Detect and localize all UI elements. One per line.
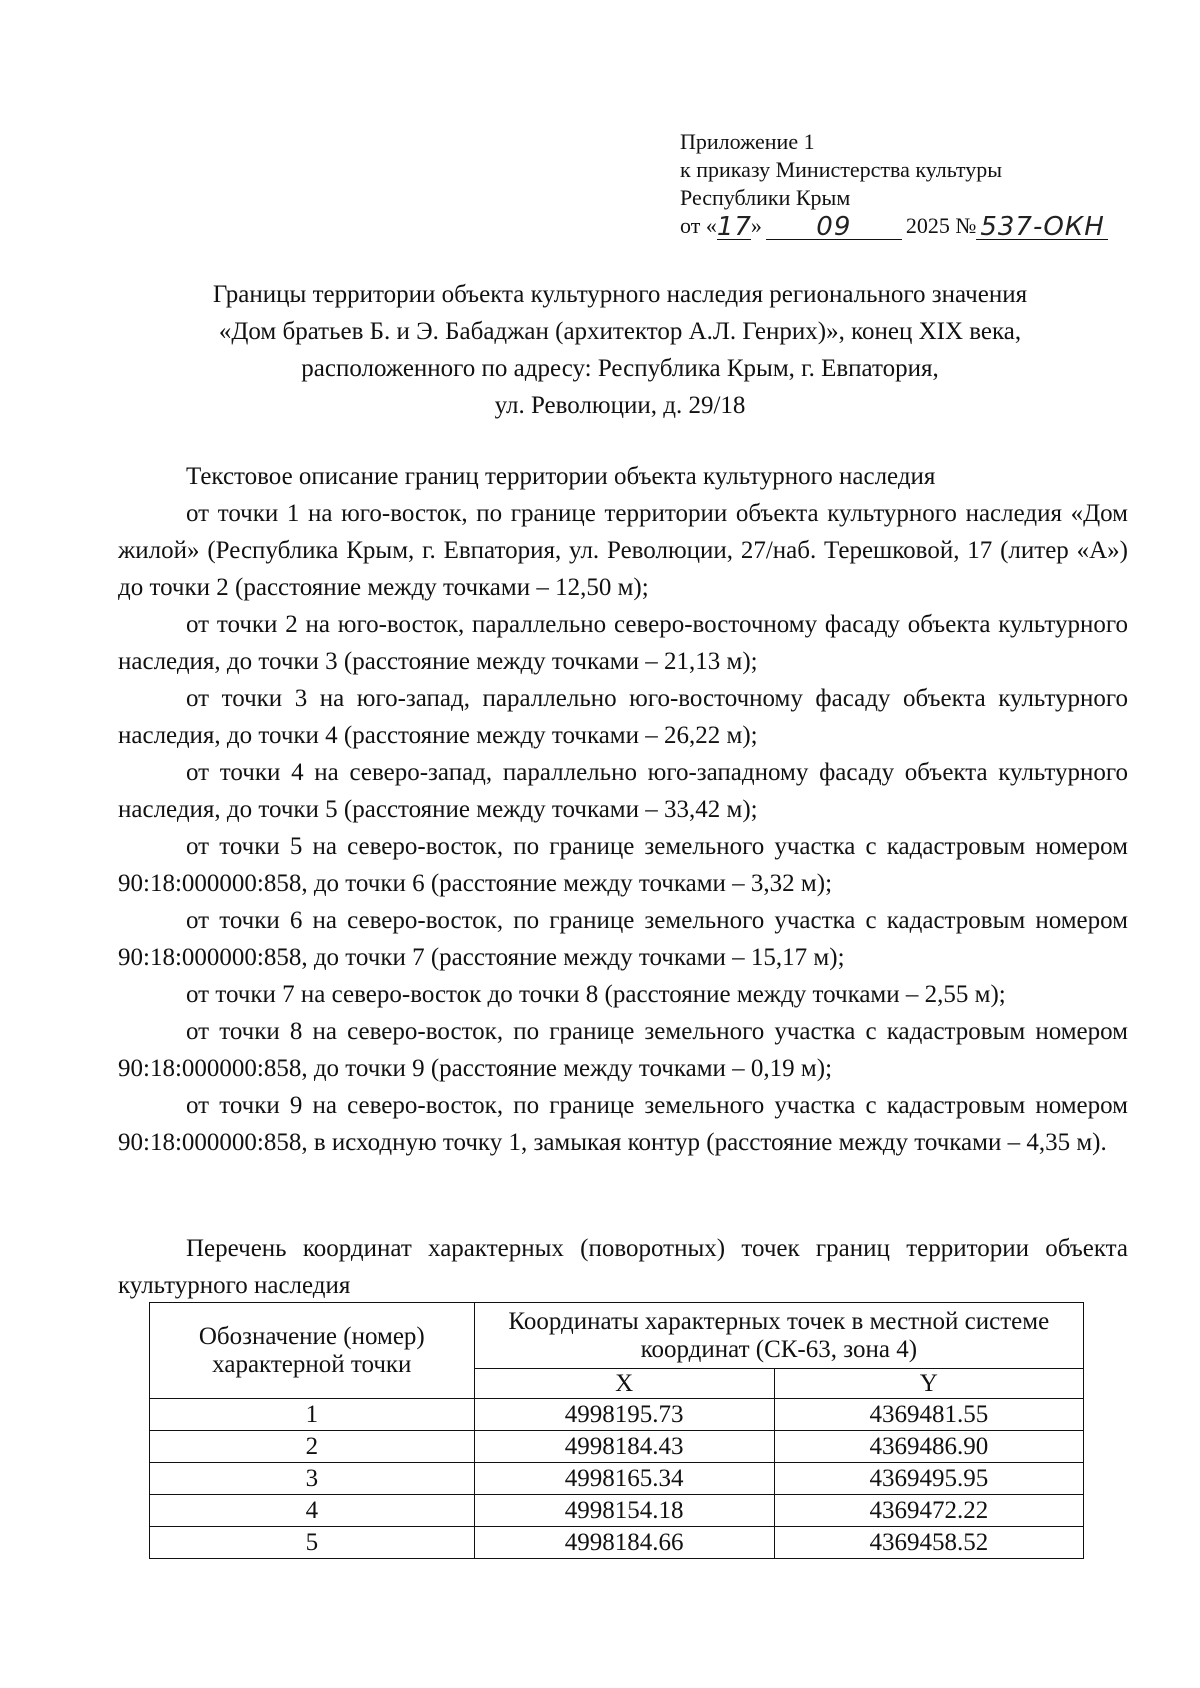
coordinates-table (149, 1302, 1084, 1559)
description-paragraph: от точки 3 на юго-запад, параллельно юго-восточному фасаду объекта культурного наследия, до точки 4 (расстояние между точками – 26,22 м); (118, 685, 1128, 749)
point-number: 2 (150, 1431, 475, 1463)
coord-y: 4369458.52 (774, 1527, 1083, 1559)
date-prefix: от « (680, 213, 717, 238)
title-line-3: расположенного по адресу: Республика Крым, г. Евпатория, (301, 355, 939, 382)
table-row (150, 1495, 1084, 1527)
appendix-issuer: Республики Крым (680, 185, 851, 210)
document-title (140, 276, 1100, 424)
coord-x: 4998154.18 (474, 1495, 774, 1527)
title-line-1: Границы территории объекта культурного наследия регионального значения (212, 281, 1028, 308)
title-line-4: ул. Революции, д. 29/18 (494, 392, 746, 419)
coord-y: 4369486.90 (774, 1431, 1083, 1463)
header-x: X (474, 1369, 774, 1399)
coord-y: 4369481.55 (774, 1399, 1083, 1431)
appendix-label: Приложение 1 (680, 129, 815, 154)
description-paragraph: от точки 7 на северо-восток до точки 8 (расстояние между точками – 2,55 м); (186, 981, 1006, 1008)
table-row (150, 1431, 1084, 1463)
header-point: Обозначение (номер) характерной точки (150, 1303, 475, 1399)
description-paragraph: от точки 5 на северо-восток, по границе земельного участка с кадастровым номером 90:18:000000:858, до точки 6 (расстояние между точками – 3,32 м); (118, 833, 1128, 897)
table-row (150, 1527, 1084, 1559)
description-paragraph: от точки 1 на юго-восток, по границе территории объекта культурного наследия «Дом жилой» (Республика Крым, г. Евпатория, ул. Революции, 27/наб. Терешковой, 17 (литер «А») до точки 2 (расстояние между точками – 12,50 м); (118, 500, 1128, 601)
description-paragraph: от точки 2 на юго-восток, параллельно северо-восточному фасаду объекта культурного наследия, до точки 3 (расстояние между точками – 21,13 м); (118, 611, 1128, 675)
handwritten-order-number: 537-ОКН (976, 213, 1108, 240)
point-number: 1 (150, 1399, 475, 1431)
appendix-date-line (680, 212, 1140, 240)
description-paragraph: от точки 6 на северо-восток, по границе земельного участка с кадастровым номером 90:18:000000:858, до точки 7 (расстояние между точками – 15,17 м); (118, 907, 1128, 971)
appendix-order-ref: к приказу Министерства культуры (680, 157, 1003, 182)
description-paragraph: от точки 9 на северо-восток, по границе земельного участка с кадастровым номером 90:18:000000:858, в исходную точку 1, замыкая контур (расстояние между точками – 4,35 м). (118, 1092, 1128, 1156)
year-and-number-label: 2025 № (905, 213, 977, 238)
coord-x: 4998195.73 (474, 1399, 774, 1431)
point-number: 4 (150, 1495, 475, 1527)
boundary-description (118, 458, 1128, 1161)
coord-y: 4369472.22 (774, 1495, 1083, 1527)
coord-x: 4998184.66 (474, 1527, 774, 1559)
description-paragraph: от точки 8 на северо-восток, по границе земельного участка с кадастровым номером 90:18:000000:858, до точки 9 (расстояние между точками – 0,19 м); (118, 1018, 1128, 1082)
description-heading: Текстовое описание границ территории объекта культурного наследия (186, 463, 936, 490)
point-number: 5 (150, 1527, 475, 1559)
table-row (150, 1399, 1084, 1431)
date-mid: » (750, 213, 762, 238)
description-paragraph: от точки 4 на северо-запад, параллельно юго-западному фасаду объекта культурного наследия, до точки 5 (расстояние между точками – 33,42 м); (118, 759, 1128, 823)
table-caption: Перечень координат характерных (поворотных) точек границ территории объекта культурного наследия (118, 1235, 1128, 1299)
title-line-2: «Дом братьев Б. и Э. Бабаджан (архитектор А.Л. Генрих)», конец XIX века, (218, 318, 1022, 345)
handwritten-day: 17 (716, 212, 752, 242)
point-number: 3 (150, 1463, 475, 1495)
header-y: Y (774, 1369, 1083, 1399)
coord-y: 4369495.95 (774, 1463, 1083, 1495)
coord-x: 4998184.43 (474, 1431, 774, 1463)
appendix-header (680, 128, 1140, 240)
table-row (150, 1463, 1084, 1495)
handwritten-month: 09 (766, 213, 902, 240)
header-coordinates: Координаты характерных точек в местной системе координат (СК-63, зона 4) (474, 1303, 1083, 1369)
coord-x: 4998165.34 (474, 1463, 774, 1495)
